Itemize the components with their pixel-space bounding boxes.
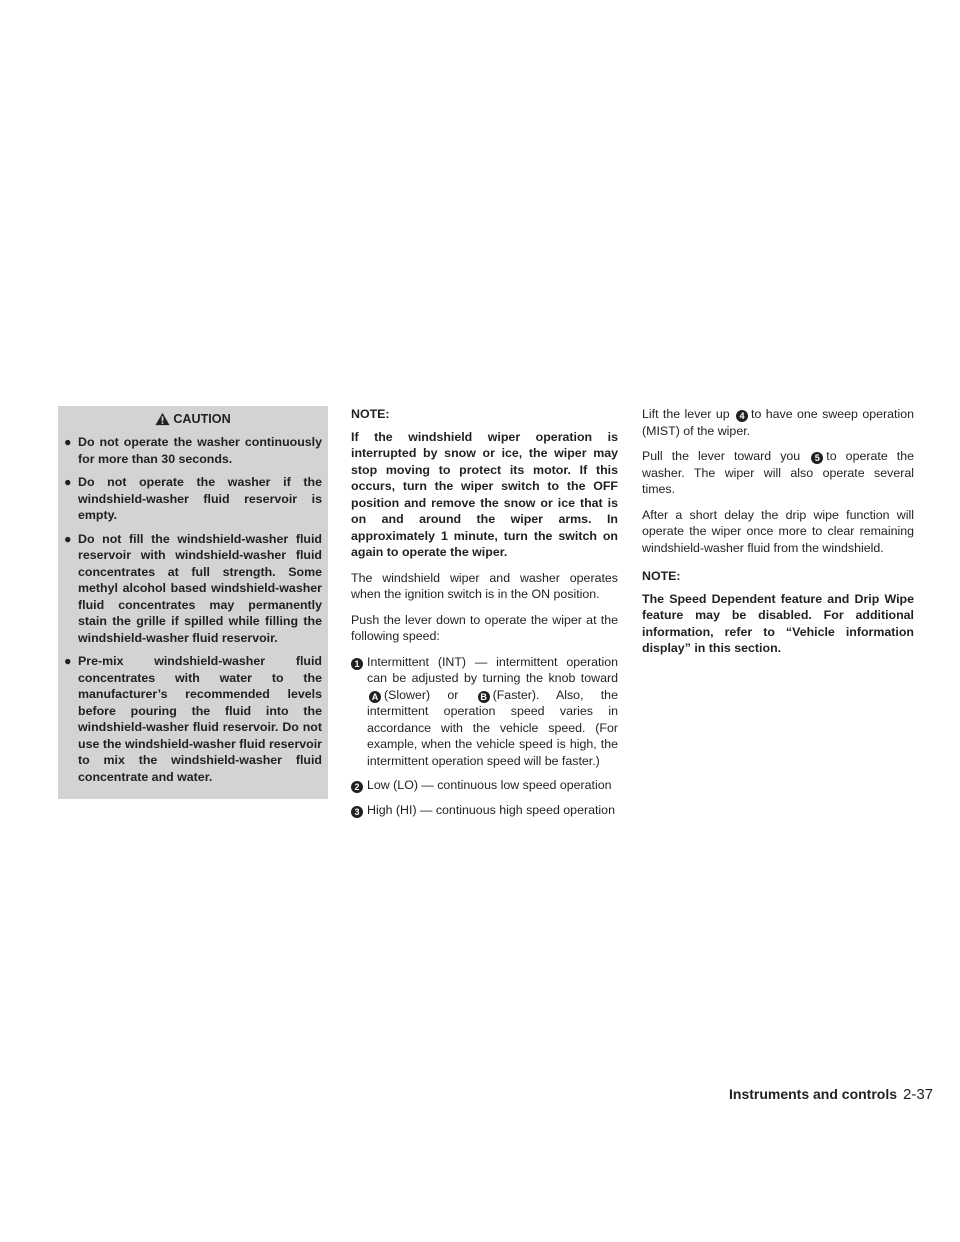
note-label: NOTE: (351, 407, 390, 421)
caution-header (64, 406, 322, 432)
circle-number-icon: 5 (811, 452, 823, 464)
circle-letter-icon: B (478, 691, 490, 703)
note-text: The Speed Dependent feature and Drip Wipe feature may be disabled. For additional information, refer to “Vehicle information display” in this section. (642, 591, 914, 655)
speed-item-low (351, 777, 618, 794)
speed-item-intermittent (351, 654, 618, 770)
caution-item-text: Pre-mix windshield-washer fluid concentrates with water to the manufacturer’s recommended levels before pouring the fluid into the windshield-washer fluid reservoir. Do not use the windshield-washer fluid reservoir to mix the windshield-washer fluid concentrate and water. (78, 654, 322, 784)
caution-item-text: Do not operate the washer continuously for more than 30 seconds. (78, 435, 322, 466)
caution-box (58, 406, 328, 799)
speed-item-high (351, 802, 618, 819)
caution-item (64, 531, 322, 647)
mist-paragraph: Lift the lever up 4 to have one sweep operation (MIST) of the wiper. (642, 407, 914, 438)
item-text: High (HI) — continuous high speed operation (367, 802, 615, 817)
push-lever-paragraph: Push the lever down to operate the wiper at the following speed: (351, 612, 618, 643)
item-text: (Slower) or (384, 687, 459, 702)
note-text: If the windshield wiper operation is interrupted by snow or ice, the wiper may stop moving to protect its motor. If this occurs, turn the wiper switch to the OFF position and remove the snow or ice that is on and around the wiper arms. In approximately 1 minute, turn the switch on again to operate the wiper. (351, 429, 618, 559)
page-footer (729, 1086, 933, 1104)
item-text: Intermittent (INT) — intermittent operation can be adjusted by turning the knob toward (367, 654, 618, 685)
warning-icon (155, 412, 170, 426)
washer-column (642, 406, 914, 666)
item-text: (Faster). Also, the intermittent operation speed varies in accordance with the vehicle speed. (For example, when the vehicle speed is high, the intermittent operation speed will be faster.) (367, 687, 618, 768)
bullet-icon: ● (64, 435, 72, 449)
caution-title: CAUTION (173, 411, 231, 426)
washer-paragraph: Pull the lever toward you 5 to operate the washer. The wiper will also operate several times. (642, 449, 915, 496)
caution-column (58, 406, 328, 799)
wiper-operation-column (351, 406, 618, 826)
bullet-icon: ● (64, 654, 72, 668)
circle-number-icon: 1 (351, 658, 363, 670)
circle-number-icon: 3 (351, 806, 363, 818)
ignition-paragraph: The windshield wiper and washer operates when the ignition switch is in the ON position. (351, 570, 618, 601)
bullet-icon: ● (64, 531, 72, 546)
caution-item (64, 653, 322, 785)
drip-wipe-paragraph: After a short delay the drip wipe function will operate the wiper once more to clear remaining windshield-washer fluid from the windshield. (642, 507, 914, 555)
note-label: NOTE: (642, 569, 681, 583)
caution-item (64, 474, 322, 524)
caution-item-text: Do not operate the washer if the windshield-washer fluid reservoir is empty. (78, 475, 322, 522)
page-number: 2-37 (903, 1086, 934, 1103)
caution-item (64, 434, 322, 467)
circle-number-icon: 2 (351, 781, 363, 793)
caution-list (64, 434, 322, 785)
circle-number-icon: 4 (736, 410, 748, 422)
bullet-icon: ● (64, 475, 72, 489)
section-title: Instruments and controls (729, 1086, 898, 1102)
caution-item-text: Do not fill the windshield-washer fluid reservoir with windshield-washer fluid concentrates at full strength. Some methyl alcohol based windshield-washer fluid concentrates may permanently stain the grille if spilled while filling the windshield-washer fluid reservoir. (78, 531, 322, 645)
circle-letter-icon: A (369, 691, 381, 703)
item-text: Low (LO) — continuous low speed operation (367, 778, 612, 792)
